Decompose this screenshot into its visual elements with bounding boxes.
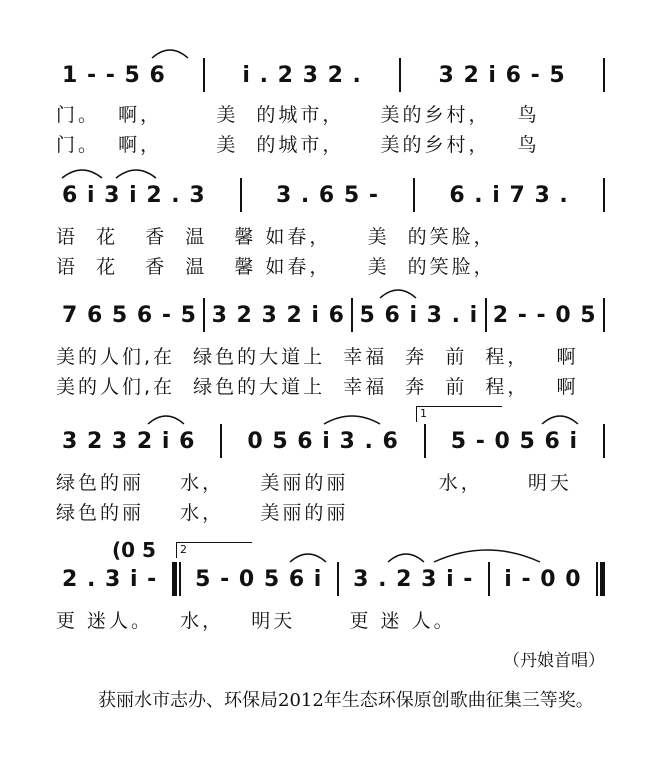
barline xyxy=(488,562,490,596)
tie-arc xyxy=(432,544,542,564)
measure: 0 5 6 i 3 . 6 xyxy=(247,428,399,454)
notation-row xyxy=(62,424,605,458)
measure: 3 2 i 6 - 5 xyxy=(438,62,566,88)
lyric-line: 绿色的丽 水， 美丽的丽 水， 明天 xyxy=(56,472,572,494)
barline xyxy=(240,178,242,212)
barline xyxy=(203,298,205,332)
lyric-line: 美的人们,在 绿色的大道上 幸福 奔 前 程， 啊 xyxy=(56,376,579,398)
barline xyxy=(351,298,353,332)
repeat-barline xyxy=(172,562,181,596)
lyric-line: 语 花 香 温 馨 如春， 美 的笑脸， xyxy=(56,226,496,248)
barline xyxy=(203,58,205,92)
barline xyxy=(603,424,605,458)
performer-credit: （丹娘首唱） xyxy=(503,651,605,671)
award-note: 获丽水市志办、环保局2012年生态环保原创歌曲征集三等奖。 xyxy=(98,690,594,711)
measure: 3 2 3 2 i 6 xyxy=(62,428,196,454)
measure: 5 6 i 3 . i xyxy=(359,302,479,328)
volta-bracket-1: 1 xyxy=(416,406,502,422)
measure: 6 i 3 i 2 . 3 xyxy=(62,182,206,208)
prelude-notes: (0 5 xyxy=(112,538,156,562)
measure: 7 6 5 6 - 5 xyxy=(62,302,197,328)
measure: 3 . 2 3 i - xyxy=(353,566,474,592)
lyric-line: 门。 啊， 美 的城市， 美的乡村， 鸟 xyxy=(56,104,540,126)
notation-row xyxy=(62,178,605,212)
lyric-line: 语 花 香 温 馨 如春， 美 的笑脸， xyxy=(56,256,496,278)
measure: 2 . 3 i - xyxy=(62,566,158,592)
measure: 1 - - 5 6 xyxy=(62,62,166,88)
barline xyxy=(603,298,605,332)
measure: i . 2 3 2 . xyxy=(242,62,362,88)
measure: i - 0 0 xyxy=(504,566,582,592)
notation-row xyxy=(62,298,605,332)
notation-row xyxy=(62,562,605,596)
lyric-line: 更 迷人。 水， 明天 更 迷 人。 xyxy=(56,610,456,632)
measure: 6 . i 7 3 . xyxy=(449,182,569,208)
barline xyxy=(603,58,605,92)
barline xyxy=(220,424,222,458)
barline xyxy=(603,178,605,212)
measure: 5 - 0 5 6 i xyxy=(195,566,323,592)
barline xyxy=(413,178,415,212)
lyric-line: 绿色的丽 水， 美丽的丽 xyxy=(56,502,349,524)
notation-row xyxy=(62,58,605,92)
measure: 5 - 0 5 6 i xyxy=(450,428,578,454)
barline xyxy=(399,58,401,92)
barline xyxy=(485,298,487,332)
final-barline xyxy=(596,562,605,596)
barline xyxy=(424,424,426,458)
measure: 3 2 3 2 i 6 xyxy=(211,302,345,328)
barline xyxy=(337,562,339,596)
volta-bracket-2: 2 xyxy=(176,542,252,558)
lyric-line: 美的人们,在 绿色的大道上 幸福 奔 前 程， 啊 xyxy=(56,346,579,368)
measure: 2 - - 0 5 xyxy=(492,302,597,328)
measure: 3 . 6 5 - xyxy=(275,182,379,208)
lyric-line: 门。 啊， 美 的城市， 美的乡村， 鸟 xyxy=(56,134,540,156)
